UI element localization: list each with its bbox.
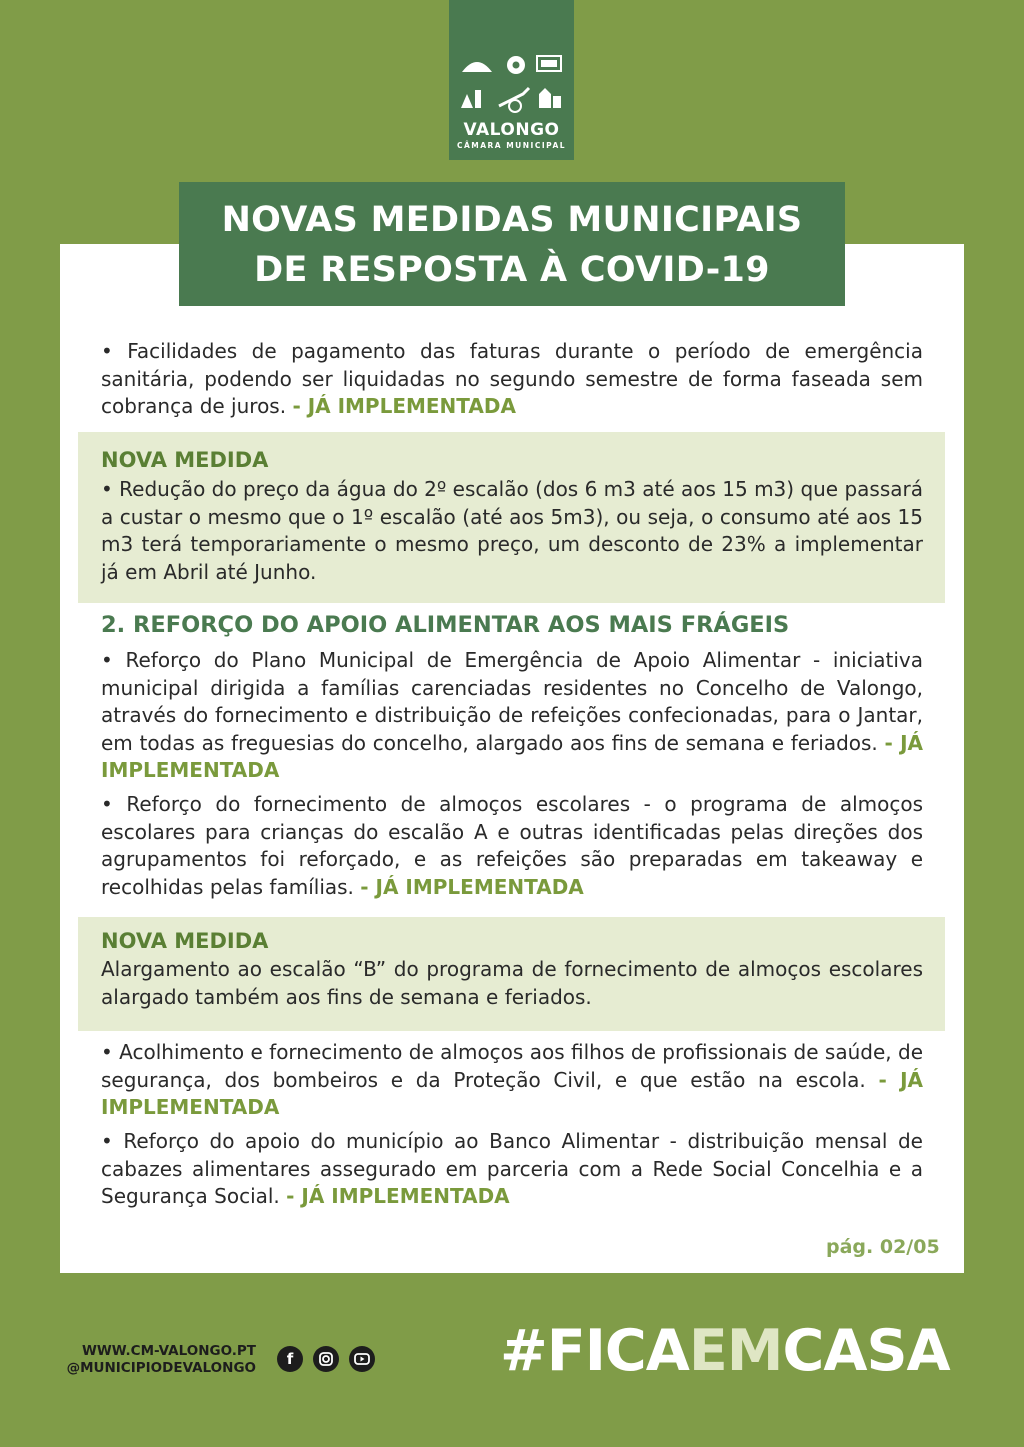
hashtag-part-em: EM bbox=[688, 1318, 783, 1384]
section-title-food-support: 2. REFORÇO DO APOIO ALIMENTAR AOS MAIS FRÁGEIS bbox=[101, 612, 790, 638]
page-number: pág. 02/05 bbox=[826, 1236, 940, 1258]
new-measure-label: NOVA MEDIDA bbox=[101, 448, 269, 472]
implemented-badge: - JÁ IMPLEMENTADA bbox=[286, 1184, 510, 1208]
measure-payment-facilities bbox=[101, 338, 923, 421]
new-measure-label: NOVA MEDIDA bbox=[101, 929, 269, 953]
youtube-icon[interactable] bbox=[349, 1346, 375, 1372]
logo-icons bbox=[459, 50, 564, 115]
measure-school-lunches bbox=[101, 791, 923, 901]
measure-professionals-children bbox=[101, 1039, 923, 1122]
new-measure-escalao-b: Alargamento ao escalão “B” do programa de fornecimento de almoços escolares alargado também aos fins de semana e feriados. bbox=[101, 957, 923, 1009]
measure-food-bank bbox=[101, 1128, 923, 1211]
logo bbox=[449, 0, 574, 160]
measure-text: • Reforço do apoio do município ao Banco Alimentar - distribuição mensal de cabazes alimentares assegurado em parceria com a Rede Social Concelhia e a Segurança Social. bbox=[101, 1129, 923, 1208]
footer-links bbox=[60, 1343, 256, 1377]
logo-subtitle: CÂMARA MUNICIPAL bbox=[456, 141, 567, 150]
measure-text: • Reforço do fornecimento de almoços escolares - o programa de almoços escolares para crianças do escalão A e outras identificadas pelas direções dos agrupamentos foi reforçado, e as refeições são preparadas em takeaway e recolhidas pelas famílias. bbox=[101, 792, 923, 899]
measure-emergency-food-plan bbox=[101, 647, 923, 785]
logo-name: VALONGO bbox=[463, 120, 560, 140]
website-link[interactable]: WWW.CM-VALONGO.PT bbox=[81, 1343, 256, 1359]
hashtag-fica-em-casa bbox=[500, 1318, 966, 1384]
social-handle[interactable]: @MUNICIPIODEVALONGO bbox=[66, 1360, 256, 1376]
title-line-2: DE RESPOSTA À COVID-19 bbox=[254, 250, 770, 290]
title-line-1: NOVAS MEDIDAS MUNICIPAIS bbox=[221, 200, 803, 240]
measure-text: • Facilidades de pagamento das faturas durante o período de emergência sanitária, podendo ser liquidadas no segundo semestre de forma faseada sem cobrança de juros. bbox=[101, 339, 923, 418]
implemented-badge: - JÁ IMPLEMENTADA bbox=[101, 1067, 924, 1119]
implemented-badge: - JÁ IMPLEMENTADA bbox=[101, 730, 923, 782]
hashtag-part-fica: #FICA bbox=[500, 1318, 689, 1384]
instagram-icon[interactable] bbox=[313, 1346, 339, 1372]
implemented-badge: - JÁ IMPLEMENTADA bbox=[292, 394, 516, 418]
measure-text: • Reforço do Plano Municipal de Emergência de Apoio Alimentar - iniciativa municipal dirigida a famílias carenciadas residentes no Concelho de Valongo, através do fornecimento e distribuição de refeições confecionadas, para o Jantar, em todas as freguesias do concelho, alargado aos fins de semana e feriados. bbox=[101, 648, 923, 755]
page-title bbox=[179, 182, 845, 306]
hashtag-part-casa: CASA bbox=[782, 1318, 950, 1384]
new-measure-water-price: • Redução do preço da água do 2º escalão (dos 6 m3 até aos 15 m3) que passará a custar o mesmo que o 1º escalão (até aos 5m3), ou seja, o consumo até aos 15 m3 terá temporariamente o mesmo preço, um desconto de 23% a implementar já em Abril até Junho. bbox=[101, 477, 923, 584]
measure-text: • Acolhimento e fornecimento de almoços aos filhos de profissionais de saúde, de segurança, dos bombeiros e da Proteção Civil, e que estão na escola. bbox=[101, 1040, 923, 1092]
facebook-icon[interactable]: f bbox=[277, 1346, 303, 1372]
implemented-badge: - JÁ IMPLEMENTADA bbox=[360, 874, 584, 899]
